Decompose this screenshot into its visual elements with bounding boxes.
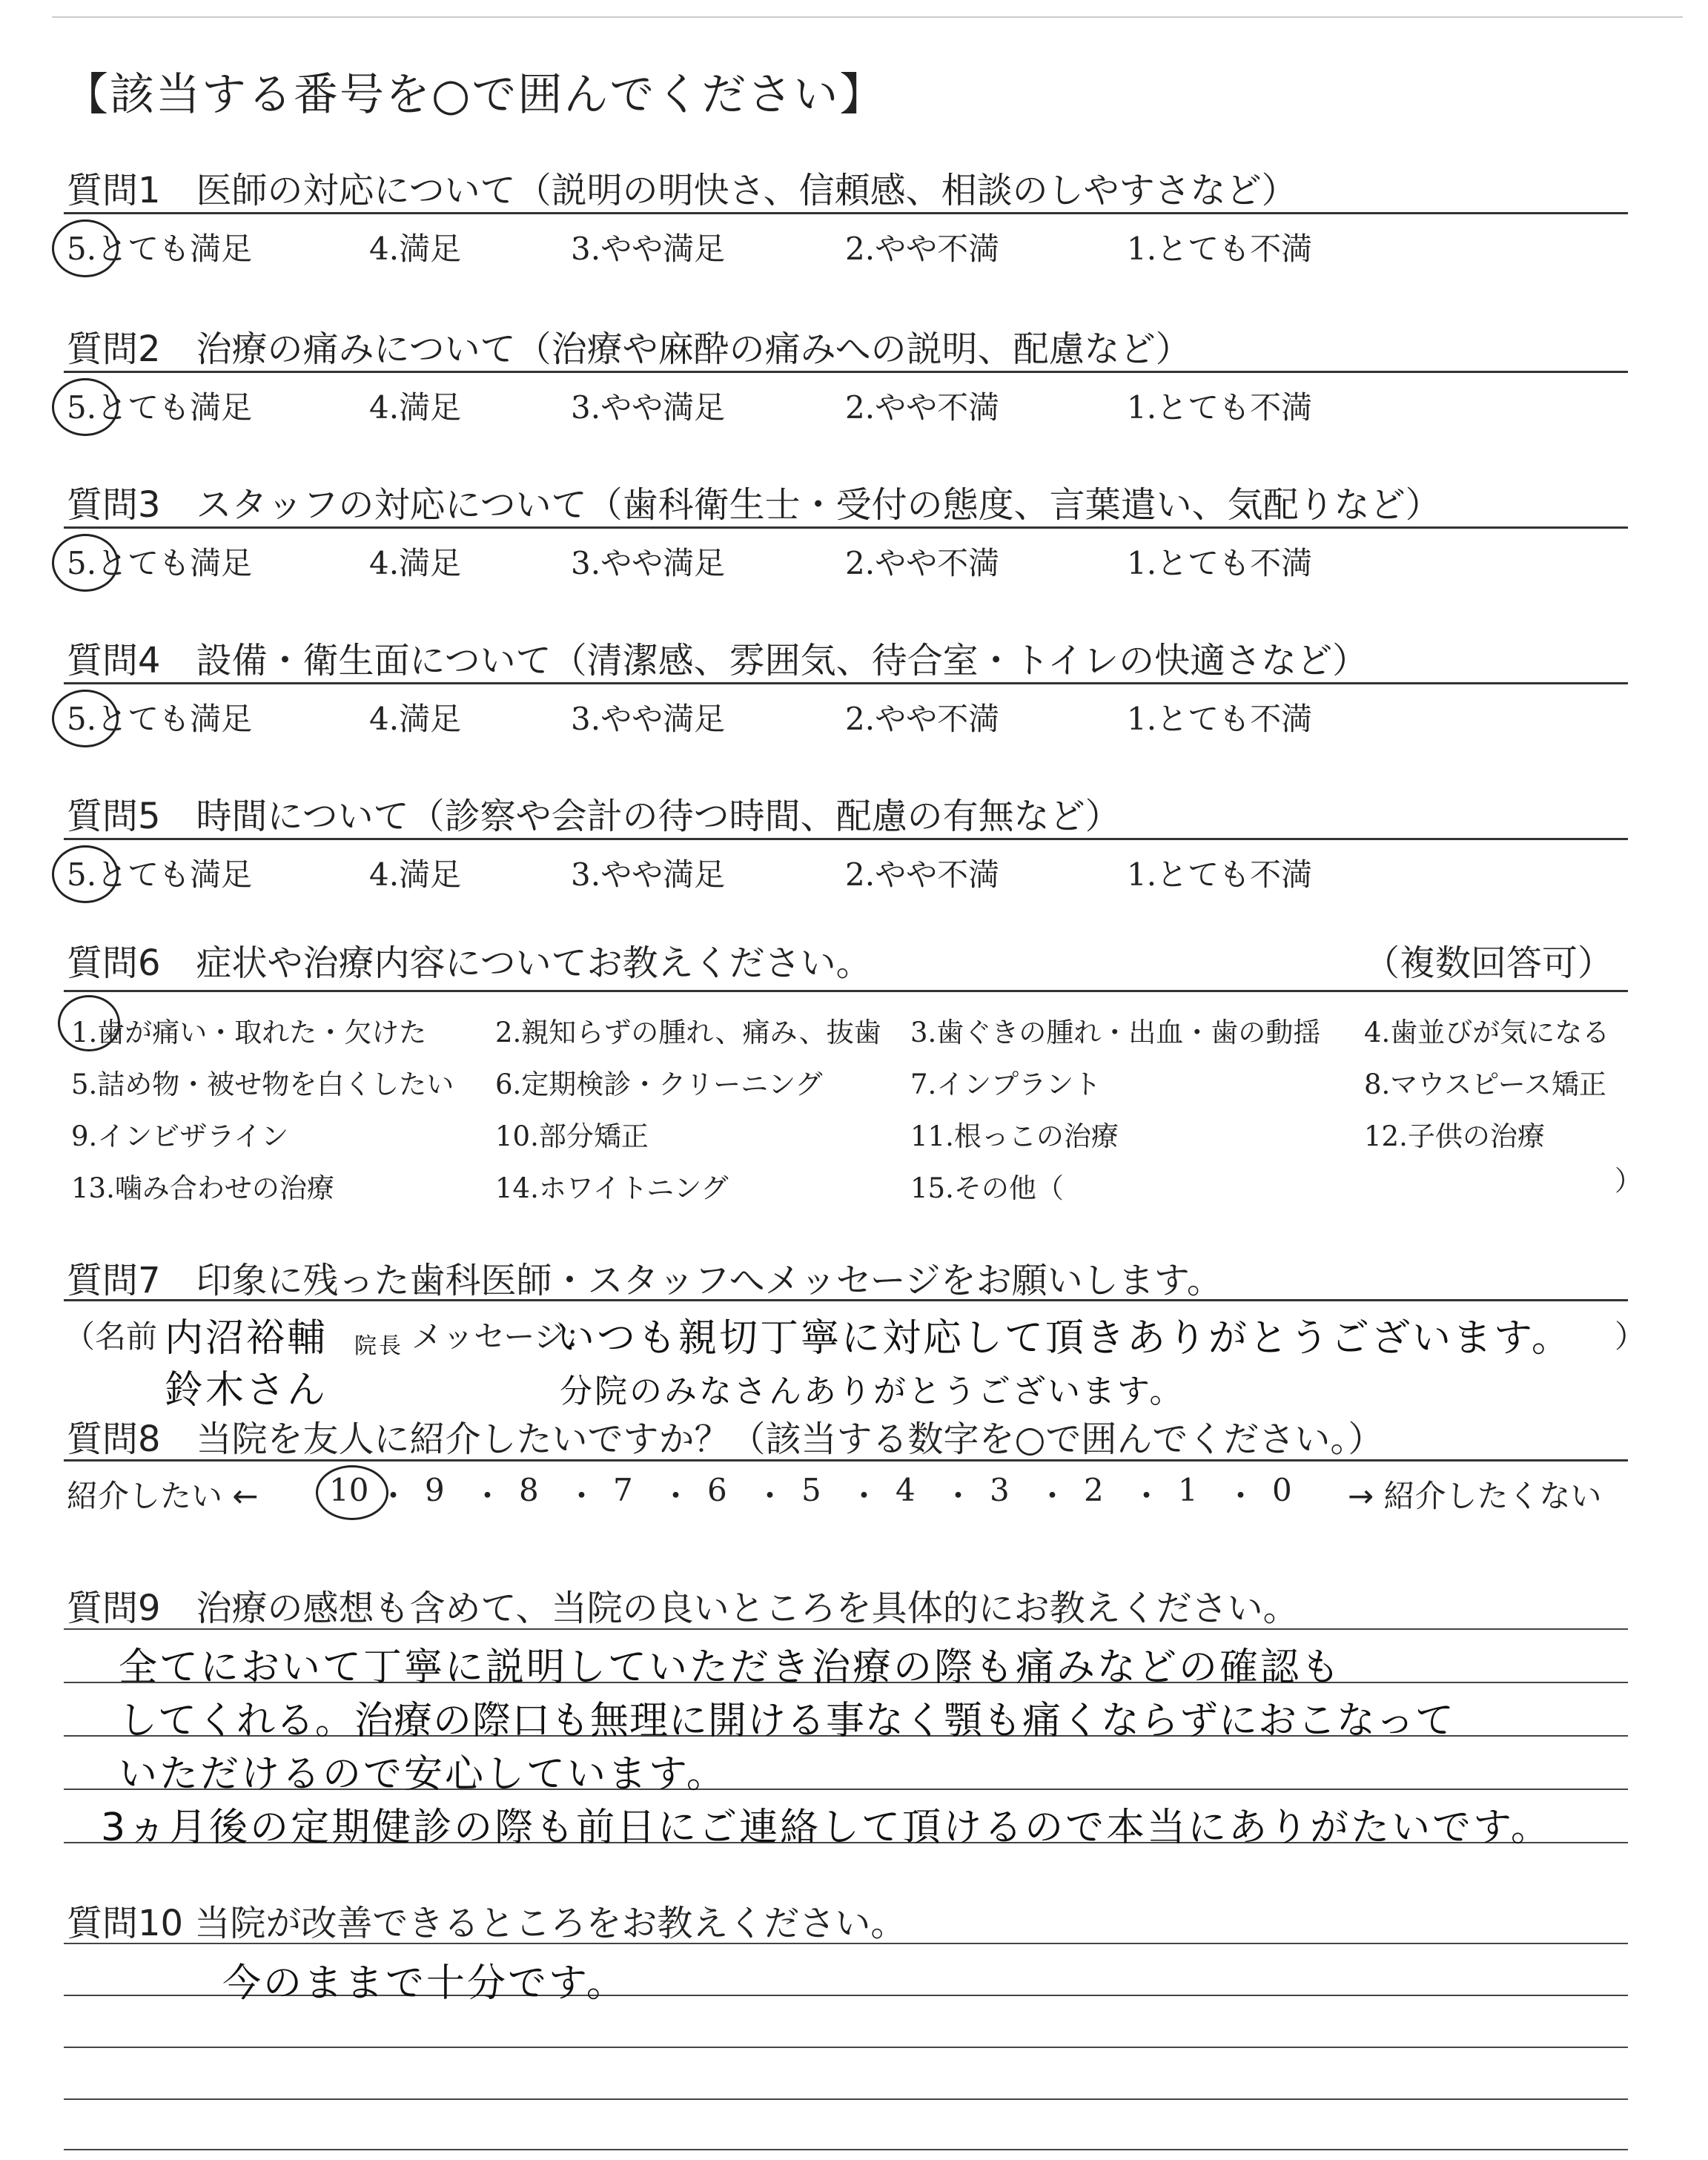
q6-item-5[interactable]: 5.詰め物・被せ物を白くしたい	[71, 1069, 454, 1100]
q7-name-label: （名前	[64, 1318, 158, 1355]
q3-option-3[interactable]: 3.やや満足	[571, 545, 726, 581]
q5-option-5[interactable]: 5.とても満足	[67, 856, 253, 893]
q2-option-3[interactable]: 3.やや満足	[571, 389, 726, 426]
q2-option-1[interactable]: 1.とても不満	[1127, 389, 1313, 426]
q2-selection-circle	[52, 378, 119, 436]
q6-note: （複数回答可）	[1364, 942, 1614, 984]
q4-selection-circle	[52, 690, 119, 747]
q10-handwritten-line-1: 今のままで十分です。	[222, 1961, 627, 2006]
q6-item-9[interactable]: 9.インビザライン	[71, 1120, 289, 1152]
q5-option-4[interactable]: 4.満足	[369, 856, 462, 893]
q8-rule	[64, 1459, 1628, 1462]
q3-option-5[interactable]: 5.とても満足	[67, 545, 253, 581]
q5-option-2[interactable]: 2.やや不満	[845, 856, 1000, 893]
q8-scale-6[interactable]: 6	[707, 1472, 727, 1508]
q6-item-4[interactable]: 4.歯並びが気になる	[1364, 1017, 1610, 1048]
q4-option-4[interactable]: 4.満足	[369, 701, 462, 737]
q9-answer-rule	[64, 1628, 1628, 1630]
q1-option-3[interactable]: 3.やや満足	[571, 231, 726, 267]
q5-title: 質問5 時間について（診察や会計の待つ時間、配慮の有無など）	[67, 796, 1121, 837]
q6-close-paren: ）	[1615, 1165, 1642, 1197]
q6-item-3[interactable]: 3.歯ぐきの腫れ・出血・歯の動揺	[910, 1017, 1321, 1048]
q8-scale-dot: ・	[660, 1478, 692, 1514]
q6-item-13[interactable]: 13.噛み合わせの治療	[71, 1172, 334, 1204]
q1-option-2[interactable]: 2.やや不満	[845, 231, 1000, 267]
q6-rule	[64, 990, 1628, 992]
top-edge-line	[52, 16, 1683, 18]
q2-option-2[interactable]: 2.やや不満	[845, 389, 1000, 426]
q6-selection-circle	[58, 995, 120, 1051]
q8-scale-dot: ・	[848, 1478, 880, 1514]
q10-answer-rule	[64, 1943, 1628, 1944]
q8-right-label: → 紹介したくない	[1348, 1478, 1602, 1514]
q8-scale-8[interactable]: 8	[519, 1472, 539, 1508]
q9-handwritten-line-4: 3ヵ月後の定期健診の際も前日にご連絡して頂けるので本当にありがたいです。	[101, 1806, 1552, 1850]
q3-selection-circle	[52, 534, 119, 592]
q8-scale-dot: ・	[471, 1478, 503, 1514]
q5-option-1[interactable]: 1.とても不満	[1127, 856, 1313, 893]
q2-option-5[interactable]: 5.とても満足	[67, 389, 253, 426]
q8-selection-circle	[316, 1465, 388, 1520]
q10-answer-rule	[64, 2047, 1628, 2048]
q2-rule	[64, 371, 1628, 373]
q9-handwritten-line-3: いただけるので安心しています。	[119, 1752, 727, 1797]
q7-message-handwritten-1: いつも親切丁寧に対応して頂きありがとうございます。	[556, 1316, 1572, 1361]
q4-option-2[interactable]: 2.やや不満	[845, 701, 1000, 737]
q6-item-14[interactable]: 14.ホワイトニング	[495, 1172, 729, 1204]
q6-item-15[interactable]: 15.その他（	[910, 1172, 1064, 1204]
q4-option-5[interactable]: 5.とても満足	[67, 701, 253, 737]
q3-option-2[interactable]: 2.やや不満	[845, 545, 1000, 581]
q8-scale-dot: ・	[942, 1478, 974, 1514]
q10-answer-rule	[64, 2098, 1628, 2100]
q8-title: 質問8 当院を友人に紹介したいですか？（該当する数字を○で囲んでください。）	[67, 1418, 1384, 1460]
q4-option-3[interactable]: 3.やや満足	[571, 701, 726, 737]
q1-option-4[interactable]: 4.満足	[369, 231, 462, 267]
q8-scale-dot: ・	[377, 1478, 409, 1514]
q8-scale-dot: ・	[754, 1478, 786, 1514]
q10-title: 質問10 当院が改善できるところをお教えください。	[67, 1903, 907, 1944]
q8-scale-7[interactable]: 7	[613, 1472, 633, 1508]
q4-option-1[interactable]: 1.とても不満	[1127, 701, 1313, 737]
q5-option-3[interactable]: 3.やや満足	[571, 856, 726, 893]
q2-option-4[interactable]: 4.満足	[369, 389, 462, 426]
q7-name-title-handwritten: 院長	[354, 1333, 403, 1359]
q9-title: 質問9 治療の感想も含めて、当院の良いところを具体的にお教えください。	[67, 1588, 1299, 1629]
q7-rule	[64, 1299, 1628, 1301]
q6-item-10[interactable]: 10.部分矯正	[495, 1120, 649, 1152]
q8-scale-9[interactable]: 9	[425, 1472, 445, 1508]
q3-rule	[64, 526, 1628, 529]
q8-scale-3[interactable]: 3	[990, 1472, 1010, 1508]
q9-handwritten-line-1: 全てにおいて丁寧に説明していただき治療の際も痛みなどの確認も	[119, 1645, 1343, 1690]
q8-scale-10[interactable]: 10	[329, 1472, 369, 1508]
q5-selection-circle	[52, 845, 119, 903]
q1-rule	[64, 212, 1628, 214]
q6-item-12[interactable]: 12.子供の治療	[1364, 1120, 1545, 1152]
q6-item-7[interactable]: 7.インプラント	[910, 1069, 1102, 1100]
q1-option-5[interactable]: 5.とても満足	[67, 231, 253, 267]
q9-handwritten-line-2: してくれる。治療の際口も無理に開ける事なく顎も痛くならずにおこなって	[119, 1699, 1455, 1743]
q6-item-11[interactable]: 11.根っこの治療	[910, 1120, 1119, 1152]
q7-message-handwritten-2: 分院のみなさんありがとうございます。	[560, 1373, 1185, 1410]
q1-title: 質問1 医師の対応について（説明の明快さ、信頼感、相談のしやすさなど）	[67, 170, 1297, 211]
q8-scale-2[interactable]: 2	[1084, 1472, 1104, 1508]
q8-scale-4[interactable]: 4	[896, 1472, 916, 1508]
q6-item-2[interactable]: 2.親知らずの腫れ、痛み、抜歯	[495, 1017, 881, 1048]
form-heading: 【該当する番号を○で囲んでください】	[64, 69, 886, 121]
q8-scale-dot: ・	[566, 1478, 598, 1514]
q1-selection-circle	[52, 219, 119, 277]
q7-message-label: メッセージ：	[411, 1318, 597, 1355]
q10-answer-rule	[64, 2149, 1628, 2150]
q4-title: 質問4 設備・衛生面について（清潔感、雰囲気、待合室・トイレの快適さなど）	[67, 640, 1368, 681]
q5-rule	[64, 838, 1628, 840]
q8-scale-0[interactable]: 0	[1272, 1472, 1292, 1508]
q2-title: 質問2 治療の痛みについて（治療や麻酔の痛みへの説明、配慮など）	[67, 328, 1191, 370]
q7-name-handwritten: 内沼裕輔	[165, 1316, 328, 1361]
q7-title: 質問7 印象に残った歯科医師・スタッフへメッセージをお願いします。	[67, 1260, 1222, 1301]
q3-option-1[interactable]: 1.とても不満	[1127, 545, 1313, 581]
q6-item-1[interactable]: 1.歯が痛い・取れた・欠けた	[71, 1017, 427, 1048]
q8-scale-1[interactable]: 1	[1178, 1472, 1198, 1508]
q8-scale-dot: ・	[1131, 1478, 1162, 1514]
q8-scale-dot: ・	[1036, 1478, 1068, 1514]
q8-left-label: 紹介したい ←	[67, 1478, 259, 1514]
q6-item-6[interactable]: 6.定期検診・クリーニング	[495, 1069, 823, 1100]
q1-option-1[interactable]: 1.とても不満	[1127, 231, 1313, 267]
q7-close-paren: ）	[1615, 1318, 1646, 1355]
q4-rule	[64, 682, 1628, 684]
q8-scale-5[interactable]: 5	[801, 1472, 821, 1508]
q8-scale-dot: ・	[1225, 1478, 1257, 1514]
q6-title: 質問6 症状や治療内容についてお教えください。	[67, 942, 872, 984]
q6-item-8[interactable]: 8.マウスピース矯正	[1364, 1069, 1606, 1100]
q3-title: 質問3 スタッフの対応について（歯科衛生士・受付の態度、言葉遣い、気配りなど）	[67, 484, 1441, 526]
q3-option-4[interactable]: 4.満足	[369, 545, 462, 581]
q7-name-handwritten-2: 鈴木さん	[165, 1368, 328, 1413]
